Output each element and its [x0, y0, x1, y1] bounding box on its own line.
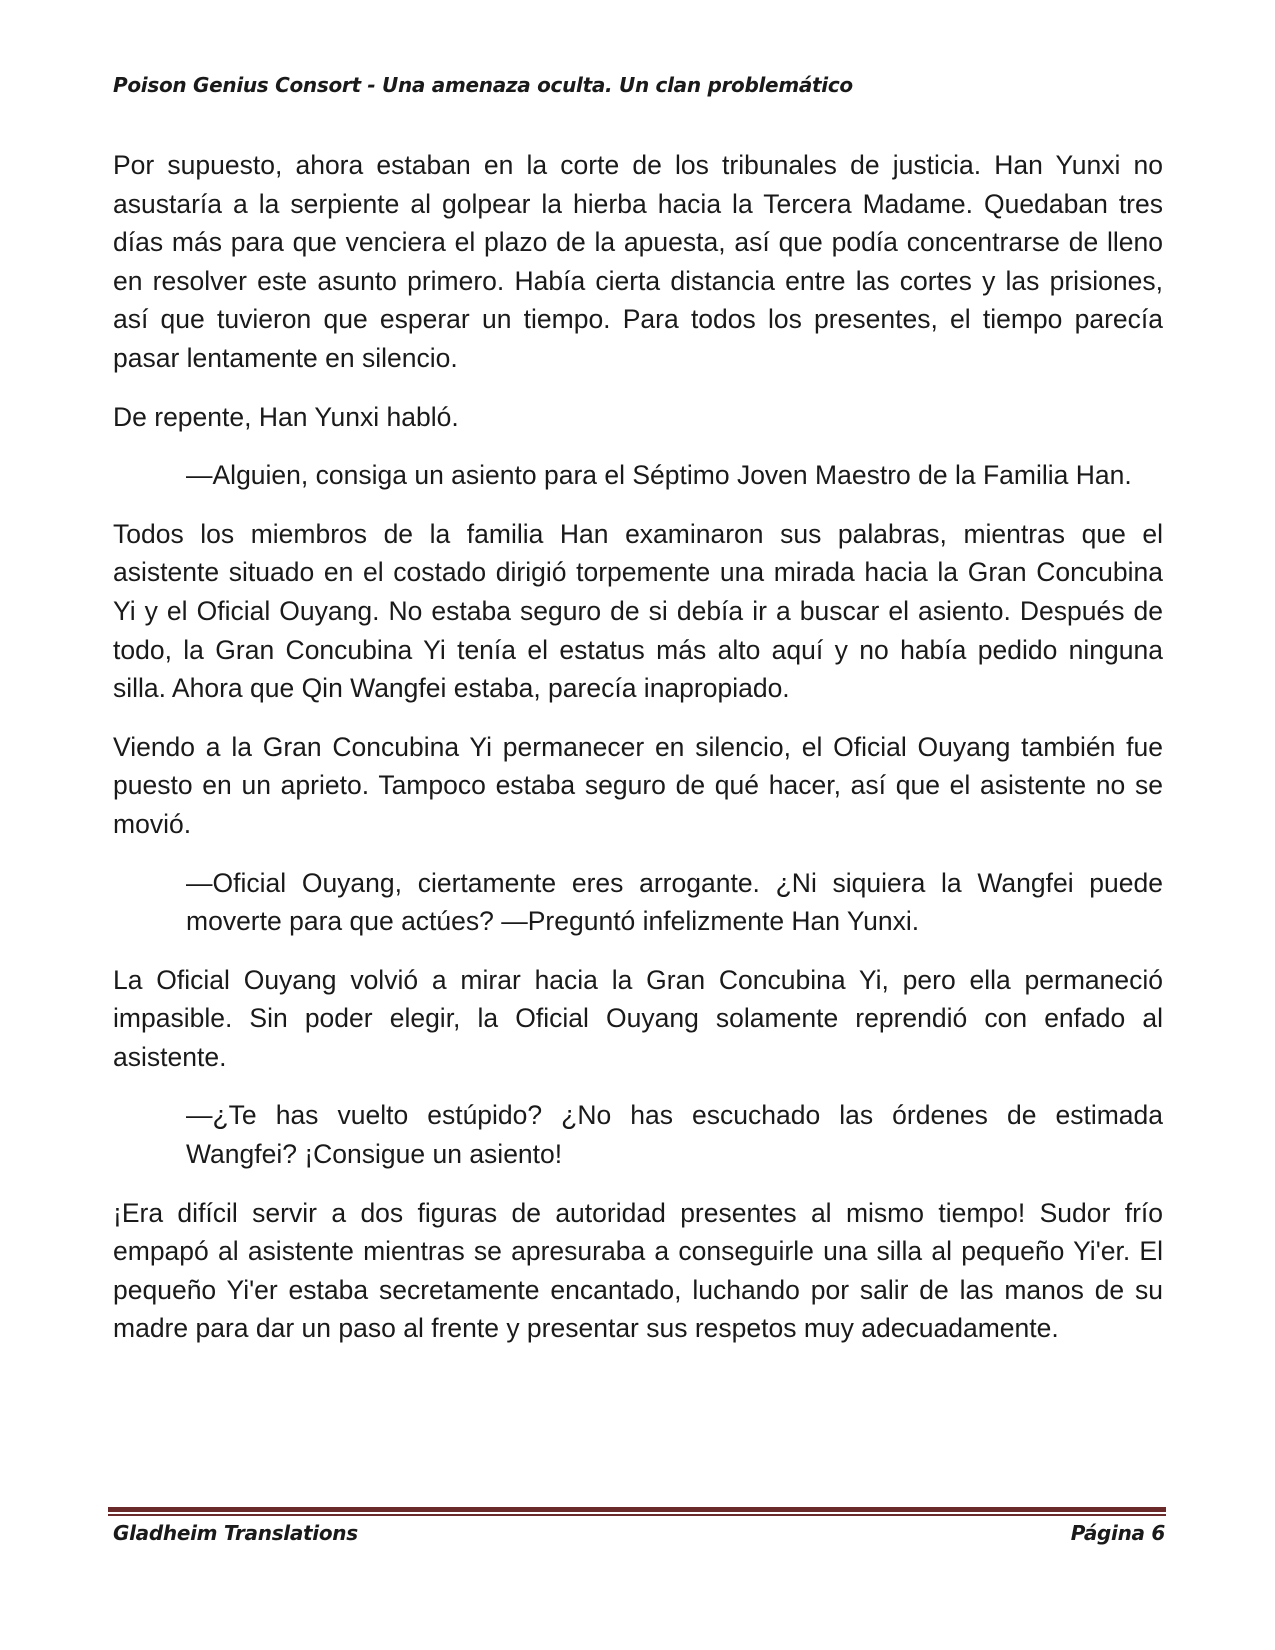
paragraph: Viendo a la Gran Concubina Yi permanecer en silencio, el Oficial Ouyang también fue puesto en un aprieto. Tampoco estaba seguro de qué hacer, así que el asistente no se movió.: [113, 731, 1163, 839]
paragraph: Por supuesto, ahora estaban en la corte de los tribunales de justicia. Han Yunxi no asustaría a la serpiente al golpear la hierba hacia la Tercera Madame. Quedaban tres días más para que venciera el plazo de la apuesta, así que podía concentrarse de lleno en resolver este asunto primero. Había cierta distancia entre las cortes y las prisiones, así que tuvieron que esperar un tiempo. Para todos los presentes, el tiempo parecía pasar lentamente en silencio.: [113, 150, 1163, 373]
paragraph: La Oficial Ouyang volvió a mirar hacia la Gran Concubina Yi, pero ella permaneció impasible. Sin poder elegir, la Oficial Ouyang solamente reprendió con enfado al asistente.: [113, 964, 1163, 1072]
footer-publisher: Gladheim Translations: [113, 1521, 358, 1545]
dialogue-paragraph: —Alguien, consiga un asiento para el Séptimo Joven Maestro de la Familia Han.: [186, 460, 1132, 491]
paragraph: ¡Era difícil servir a dos figuras de autoridad presentes al mismo tiempo! Sudor frío empapó al asistente mientras se apresuraba a conseguirle una silla al pequeño Yi'er. El pequeño Yi'er estaba secretamente encantado, luchando por salir de las manos de su madre para dar un paso al frente y presentar sus respetos muy adecuadamente.: [113, 1197, 1163, 1344]
paragraph: Todos los miembros de la familia Han examinaron sus palabras, mientras que el asistente situado en el costado dirigió torpemente una mirada hacia la Gran Concubina Yi y el Oficial Ouyang. No estaba seguro de si debía ir a buscar el asiento. Después de todo, la Gran Concubina Yi tenía el estatus más alto aquí y no había pedido ninguna silla. Ahora que Qin Wangfei estaba, parecía inapropiado.: [113, 518, 1163, 704]
dialogue-paragraph: —Oficial Ouyang, ciertamente eres arrogante. ¿Ni siquiera la Wangfei puede moverte para que actúes? —Preguntó infelizmente Han Yunxi.: [186, 867, 1163, 937]
paragraph: De repente, Han Yunxi habló.: [113, 401, 459, 432]
footer-divider-thick: [108, 1507, 1166, 1512]
running-header: Poison Genius Consort - Una amenaza oculta. Un clan problemático: [113, 73, 853, 97]
page-number: Página 6: [1070, 1521, 1165, 1545]
dialogue-paragraph: —¿Te has vuelto estúpido? ¿No has escuchado las órdenes de estimada Wangfei? ¡Consigue un asiento!: [186, 1100, 1163, 1170]
footer-divider-thin: [108, 1514, 1166, 1516]
body-text: [113, 146, 1163, 1368]
footer-divider: [108, 1507, 1166, 1518]
